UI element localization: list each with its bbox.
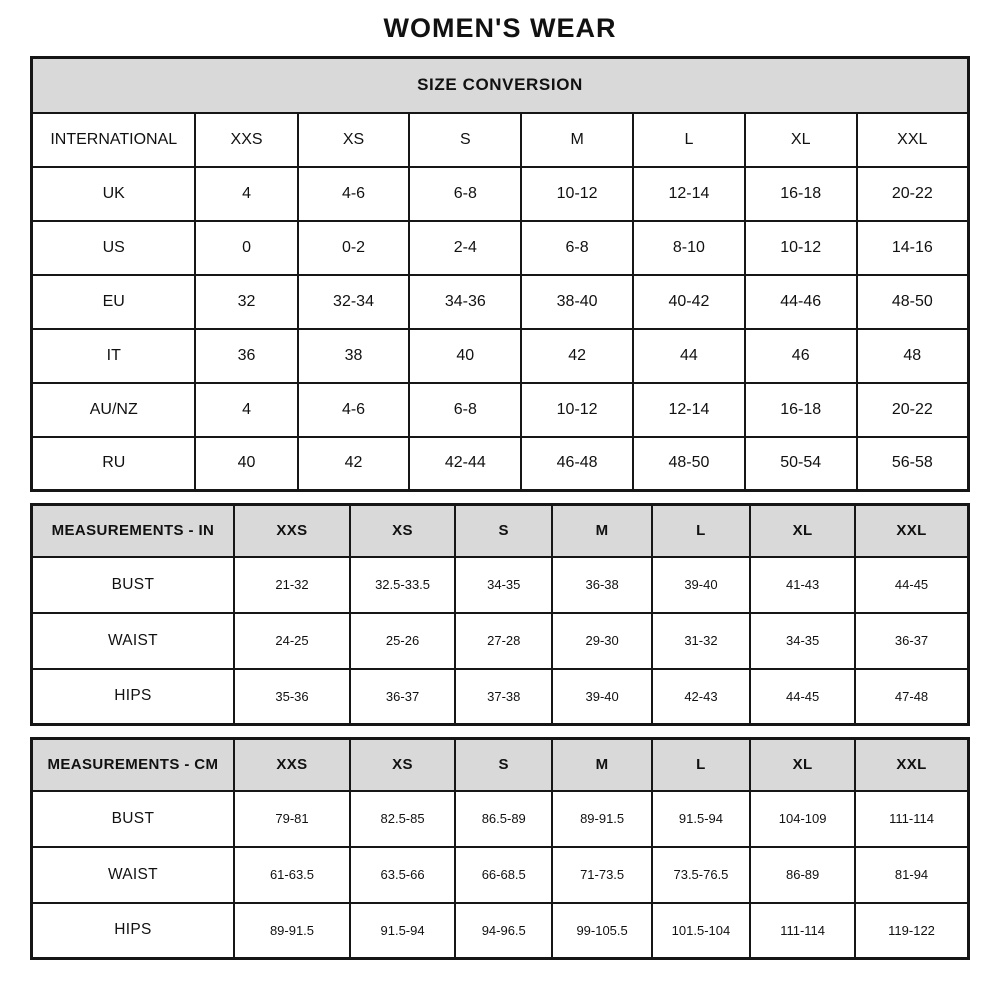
data-cell: 20-22 xyxy=(857,383,969,437)
data-cell: 10-12 xyxy=(521,383,633,437)
column-header-row xyxy=(32,739,969,791)
data-cell: 44 xyxy=(633,329,745,383)
data-cell: 35-36 xyxy=(234,669,350,725)
data-cell: 46 xyxy=(745,329,857,383)
row-label-cell: BUST xyxy=(32,557,234,613)
column-header-cell: XS xyxy=(350,505,455,557)
column-header-cell: M xyxy=(552,505,651,557)
data-cell: 47-48 xyxy=(855,669,968,725)
data-cell: 91.5-94 xyxy=(652,791,750,847)
table-row xyxy=(32,903,969,959)
table-caption: SIZE CONVERSION xyxy=(32,58,969,113)
data-cell: 104-109 xyxy=(750,791,855,847)
row-label-cell: IT xyxy=(32,329,196,383)
table-caption-row xyxy=(32,58,969,113)
row-label-cell: US xyxy=(32,221,196,275)
data-cell: 34-35 xyxy=(750,613,855,669)
data-cell: 38 xyxy=(298,329,410,383)
table-row xyxy=(32,221,969,275)
page-title: WOMEN'S WEAR xyxy=(383,13,617,43)
measurements-cm-table xyxy=(30,737,970,960)
data-cell: 48 xyxy=(857,329,969,383)
data-cell: 32.5-33.5 xyxy=(350,557,455,613)
data-cell: 34-35 xyxy=(455,557,552,613)
data-cell: 36 xyxy=(195,329,297,383)
data-cell: 86-89 xyxy=(750,847,855,903)
data-cell: 16-18 xyxy=(745,167,857,221)
column-header-cell: XXS xyxy=(234,739,350,791)
data-cell: 99-105.5 xyxy=(552,903,651,959)
data-cell: 42-43 xyxy=(652,669,750,725)
row-label-cell: UK xyxy=(32,167,196,221)
data-cell: 6-8 xyxy=(409,167,521,221)
column-header-cell: XXL xyxy=(855,739,968,791)
data-cell: 25-26 xyxy=(350,613,455,669)
data-cell: 42 xyxy=(521,329,633,383)
data-cell: 119-122 xyxy=(855,903,968,959)
row-label-cell: BUST xyxy=(32,791,234,847)
data-cell: 73.5-76.5 xyxy=(652,847,750,903)
column-header-cell: XL xyxy=(750,739,855,791)
data-cell: 41-43 xyxy=(750,557,855,613)
data-cell: 32-34 xyxy=(298,275,410,329)
size-conversion-table xyxy=(30,56,970,492)
table-row xyxy=(32,557,969,613)
column-header-cell: L xyxy=(652,739,750,791)
data-cell: 10-12 xyxy=(521,167,633,221)
data-cell: 66-68.5 xyxy=(455,847,552,903)
table-row xyxy=(32,437,969,491)
data-cell: 79-81 xyxy=(234,791,350,847)
column-header-cell: XS xyxy=(298,113,410,167)
data-cell: 0-2 xyxy=(298,221,410,275)
data-cell: 16-18 xyxy=(745,383,857,437)
table-caption: MEASUREMENTS - CM xyxy=(32,739,234,791)
table-row xyxy=(32,791,969,847)
data-cell: 91.5-94 xyxy=(350,903,455,959)
data-cell: 71-73.5 xyxy=(552,847,651,903)
data-cell: 46-48 xyxy=(521,437,633,491)
column-header-cell: S xyxy=(455,739,552,791)
column-header-cell: XXL xyxy=(857,113,969,167)
column-header-cell: M xyxy=(552,739,651,791)
data-cell: 44-46 xyxy=(745,275,857,329)
row-label-cell: WAIST xyxy=(32,613,234,669)
data-cell: 36-37 xyxy=(855,613,968,669)
data-cell: 44-45 xyxy=(855,557,968,613)
data-cell: 42 xyxy=(298,437,410,491)
table-row xyxy=(32,613,969,669)
column-header-cell: L xyxy=(652,505,750,557)
column-header-cell: S xyxy=(409,113,521,167)
data-cell: 14-16 xyxy=(857,221,969,275)
data-cell: 0 xyxy=(195,221,297,275)
row-label-cell: EU xyxy=(32,275,196,329)
row-label-cell: HIPS xyxy=(32,669,234,725)
table-row xyxy=(32,383,969,437)
column-header-cell: XXS xyxy=(234,505,350,557)
column-header-cell: XL xyxy=(745,113,857,167)
column-header-cell: XXL xyxy=(855,505,968,557)
data-cell: 89-91.5 xyxy=(552,791,651,847)
data-cell: 40 xyxy=(195,437,297,491)
data-cell: 40-42 xyxy=(633,275,745,329)
data-cell: 82.5-85 xyxy=(350,791,455,847)
table-row xyxy=(32,167,969,221)
row-label-cell: WAIST xyxy=(32,847,234,903)
data-cell: 8-10 xyxy=(633,221,745,275)
column-header-row xyxy=(32,505,969,557)
data-cell: 20-22 xyxy=(857,167,969,221)
data-cell: 56-58 xyxy=(857,437,969,491)
measurements-in-table xyxy=(30,503,970,726)
table-row xyxy=(32,669,969,725)
data-cell: 39-40 xyxy=(652,557,750,613)
data-cell: 12-14 xyxy=(633,383,745,437)
data-cell: 29-30 xyxy=(552,613,651,669)
data-cell: 94-96.5 xyxy=(455,903,552,959)
column-header-cell: XL xyxy=(750,505,855,557)
row-label-cell: AU/NZ xyxy=(32,383,196,437)
data-cell: 10-12 xyxy=(745,221,857,275)
data-cell: 31-32 xyxy=(652,613,750,669)
data-cell: 42-44 xyxy=(409,437,521,491)
data-cell: 44-45 xyxy=(750,669,855,725)
column-header-cell: L xyxy=(633,113,745,167)
data-cell: 34-36 xyxy=(409,275,521,329)
data-cell: 6-8 xyxy=(409,383,521,437)
data-cell: 48-50 xyxy=(857,275,969,329)
data-cell: 48-50 xyxy=(633,437,745,491)
data-cell: 21-32 xyxy=(234,557,350,613)
data-cell: 39-40 xyxy=(552,669,651,725)
data-cell: 101.5-104 xyxy=(652,903,750,959)
data-cell: 4 xyxy=(195,167,297,221)
column-header-row xyxy=(32,113,969,167)
table-row xyxy=(32,329,969,383)
column-header-cell: M xyxy=(521,113,633,167)
table-row xyxy=(32,275,969,329)
data-cell: 50-54 xyxy=(745,437,857,491)
data-cell: 89-91.5 xyxy=(234,903,350,959)
data-cell: 4-6 xyxy=(298,383,410,437)
data-cell: 63.5-66 xyxy=(350,847,455,903)
data-cell: 111-114 xyxy=(855,791,968,847)
data-cell: 36-38 xyxy=(552,557,651,613)
column-header-cell: XXS xyxy=(195,113,297,167)
data-cell: 38-40 xyxy=(521,275,633,329)
data-cell: 27-28 xyxy=(455,613,552,669)
table-row xyxy=(32,847,969,903)
data-cell: 86.5-89 xyxy=(455,791,552,847)
data-cell: 4 xyxy=(195,383,297,437)
data-cell: 81-94 xyxy=(855,847,968,903)
data-cell: 37-38 xyxy=(455,669,552,725)
data-cell: 40 xyxy=(409,329,521,383)
data-cell: 36-37 xyxy=(350,669,455,725)
data-cell: 32 xyxy=(195,275,297,329)
data-cell: 2-4 xyxy=(409,221,521,275)
column-header-cell: INTERNATIONAL xyxy=(32,113,196,167)
column-header-cell: XS xyxy=(350,739,455,791)
row-label-cell: RU xyxy=(32,437,196,491)
data-cell: 111-114 xyxy=(750,903,855,959)
data-cell: 61-63.5 xyxy=(234,847,350,903)
table-caption: MEASUREMENTS - IN xyxy=(32,505,234,557)
data-cell: 6-8 xyxy=(521,221,633,275)
data-cell: 24-25 xyxy=(234,613,350,669)
row-label-cell: HIPS xyxy=(32,903,234,959)
column-header-cell: S xyxy=(455,505,552,557)
data-cell: 12-14 xyxy=(633,167,745,221)
data-cell: 4-6 xyxy=(298,167,410,221)
